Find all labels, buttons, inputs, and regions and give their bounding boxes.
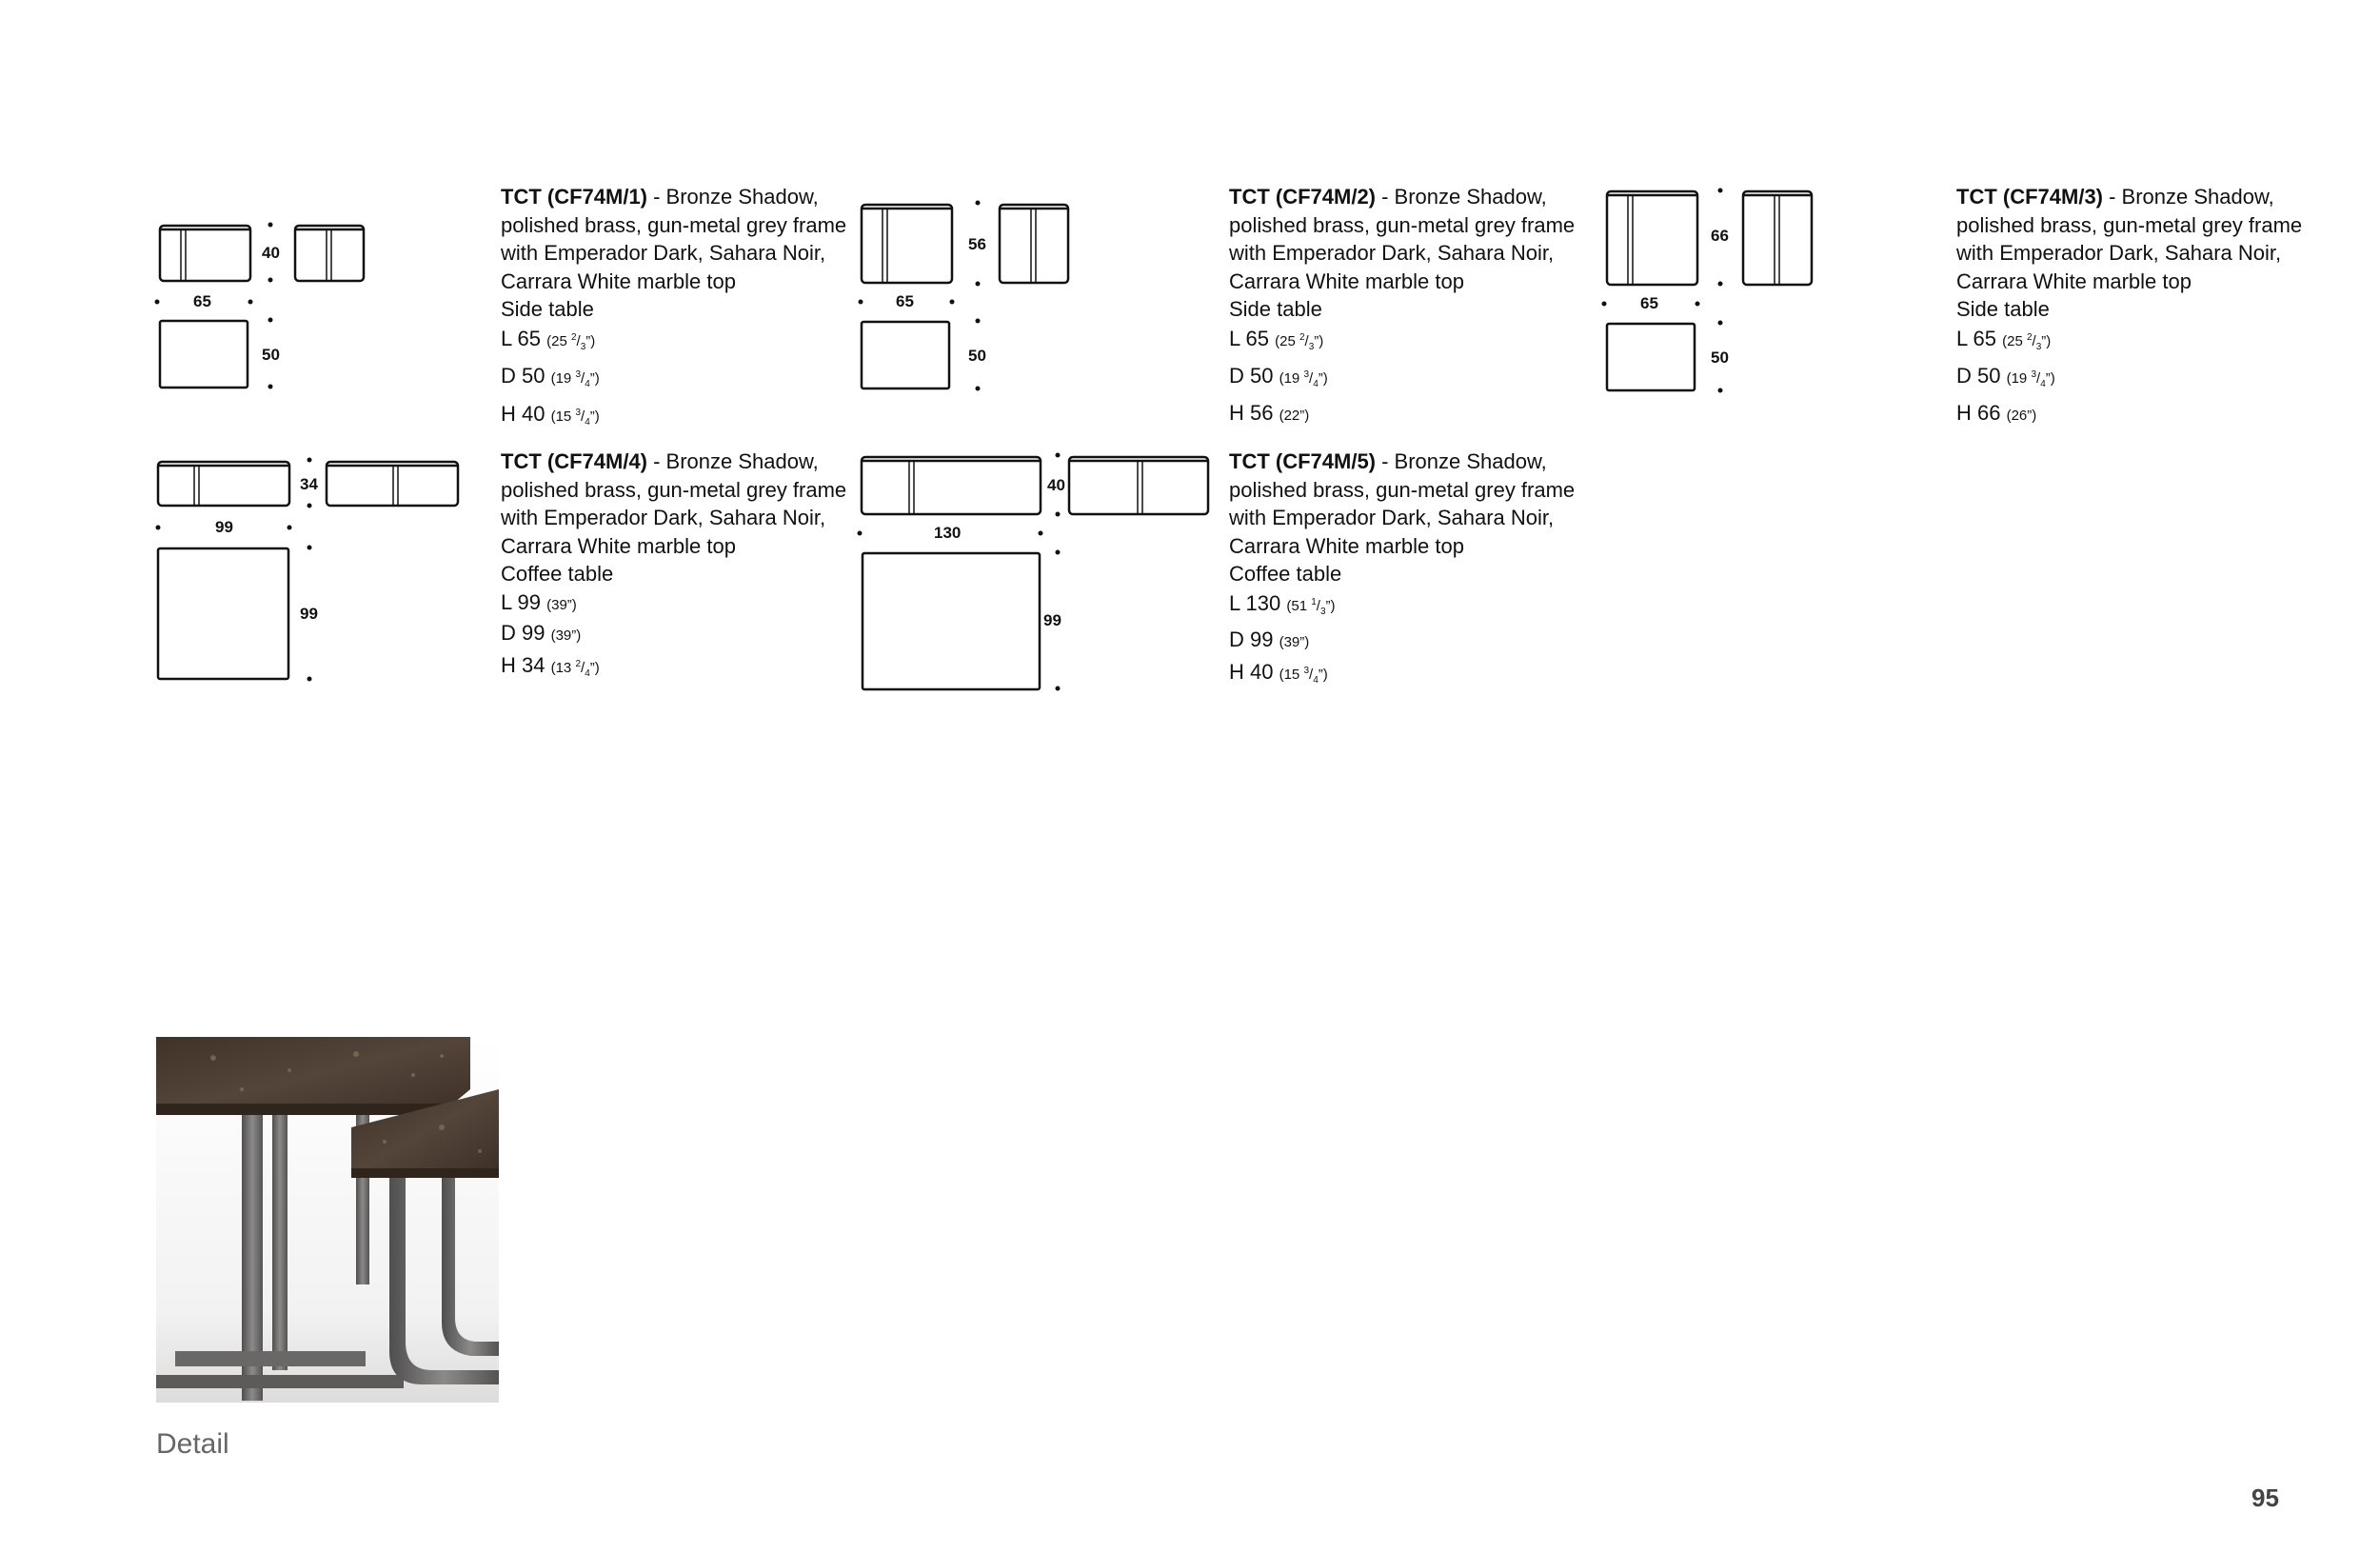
product-type: Side table: [1229, 297, 1322, 321]
depth-label: 99: [300, 605, 318, 623]
product-description: - Bronze Shadow, polished brass, gun-metal grey frame with Emperador Dark, Sahara Noir, Carrara White marble top: [1956, 185, 2303, 293]
product-type: Coffee table: [501, 562, 614, 586]
dimension-length: L 130 (51 $^1/_3$”): [1229, 590, 1336, 617]
front-elevation: [862, 457, 1041, 514]
dimension-depth: D 99 (39”): [501, 621, 582, 645]
drawing-svg: [152, 452, 476, 690]
product-description: - Bronze Shadow, polished brass, gun-metal grey frame with Emperador Dark, Sahara Noir, Carrara White marble top: [501, 449, 847, 558]
product-cf74m-4: [501, 448, 863, 687]
plan-view: [1607, 324, 1695, 390]
product-description: - Bronze Shadow, polished brass, gun-metal grey frame with Emperador Dark, Sahara Noir, Carrara White marble top: [1229, 449, 1576, 558]
length-label: 65: [1640, 294, 1658, 312]
dimension-height: H 34 (13 $^2/_4$”): [501, 652, 600, 679]
front-elevation: [160, 226, 250, 281]
side-elevation: [1000, 205, 1068, 283]
height-label: 66: [1711, 227, 1729, 245]
length-label: 65: [193, 292, 211, 310]
dimension-length: L 65 (25 $^2/_3$”): [1229, 326, 1324, 352]
product-code: TCT (CF74M/1): [501, 185, 647, 209]
dimension-height: H 56 (22”): [1229, 400, 1310, 425]
plan-view: [863, 553, 1040, 689]
technical-drawing-cf74m-5: [854, 448, 1235, 705]
drawing-svg: [854, 195, 1178, 405]
dimension-height: H 40 (15 $^3/_4$”): [501, 401, 600, 428]
product-cf74m-2: [1229, 183, 1591, 429]
plan-view: [158, 548, 288, 679]
side-elevation: [1743, 191, 1812, 285]
height-label: 40: [262, 244, 280, 262]
height-label: 56: [968, 235, 986, 253]
height-label: 34: [300, 475, 318, 493]
height-label: 40: [1047, 476, 1065, 494]
technical-drawing-cf74m-2: [854, 195, 1178, 405]
dimension-depth: D 50 (19 $^3/_4$”): [1956, 364, 2055, 389]
product-code: TCT (CF74M/4): [501, 449, 647, 473]
dimension-height: H 66 (26”): [1956, 400, 2037, 425]
page-number: 95: [2251, 1483, 2279, 1512]
length-label: 130: [934, 524, 962, 542]
front-elevation: [862, 205, 952, 283]
product-code: TCT (CF74M/3): [1956, 185, 2103, 209]
depth-label: 50: [1711, 348, 1729, 367]
dimension-height: H 40 (15 $^3/_4$”): [1229, 659, 1328, 686]
drawing-svg: [1599, 186, 1923, 405]
product-cf74m-3: [1956, 183, 2318, 429]
depth-label: 50: [262, 346, 280, 364]
product-code: TCT (CF74M/5): [1229, 449, 1376, 473]
technical-drawing-cf74m-1: [152, 214, 476, 405]
front-elevation: [1607, 191, 1697, 285]
length-label: 65: [896, 292, 914, 310]
dimension-depth: D 99 (39”): [1229, 627, 1310, 651]
dimension-length: L 65 (25 $^2/_3$”): [1956, 326, 2052, 352]
product-cf74m-5: [1229, 448, 1591, 694]
side-elevation: [327, 462, 458, 506]
drawing-svg: [152, 214, 476, 405]
photo-caption: Detail: [156, 1428, 229, 1460]
depth-label: 50: [968, 347, 986, 365]
product-type: Side table: [1956, 297, 2050, 321]
dimension-length: L 99 (39”): [501, 589, 577, 614]
product-type: Coffee table: [1229, 562, 1342, 586]
drawing-svg: [854, 448, 1235, 705]
plan-view: [862, 322, 949, 388]
depth-label: 99: [1043, 611, 1061, 629]
dimension-depth: D 50 (19 $^3/_4$”): [501, 364, 600, 389]
detail-photo: [156, 1037, 499, 1403]
product-description: - Bronze Shadow, polished brass, gun-metal grey frame with Emperador Dark, Sahara Noir, Carrara White marble top: [1229, 185, 1576, 293]
front-elevation: [158, 462, 289, 506]
side-elevation: [1069, 457, 1208, 514]
product-code: TCT (CF74M/2): [1229, 185, 1376, 209]
side-elevation: [295, 226, 364, 281]
technical-drawing-cf74m-4: [152, 452, 476, 690]
length-label: 99: [215, 518, 233, 536]
product-description: - Bronze Shadow, polished brass, gun-metal grey frame with Emperador Dark, Sahara Noir, Carrara White marble top: [501, 185, 847, 293]
product-cf74m-1: [501, 183, 863, 436]
dimension-depth: D 50 (19 $^3/_4$”): [1229, 364, 1328, 389]
product-type: Side table: [501, 297, 594, 321]
technical-drawing-cf74m-3: [1599, 186, 1923, 405]
dimension-length: L 65 (25 $^2/_3$”): [501, 326, 596, 352]
plan-view: [160, 321, 248, 388]
detail-photo-svg: [156, 1037, 499, 1403]
